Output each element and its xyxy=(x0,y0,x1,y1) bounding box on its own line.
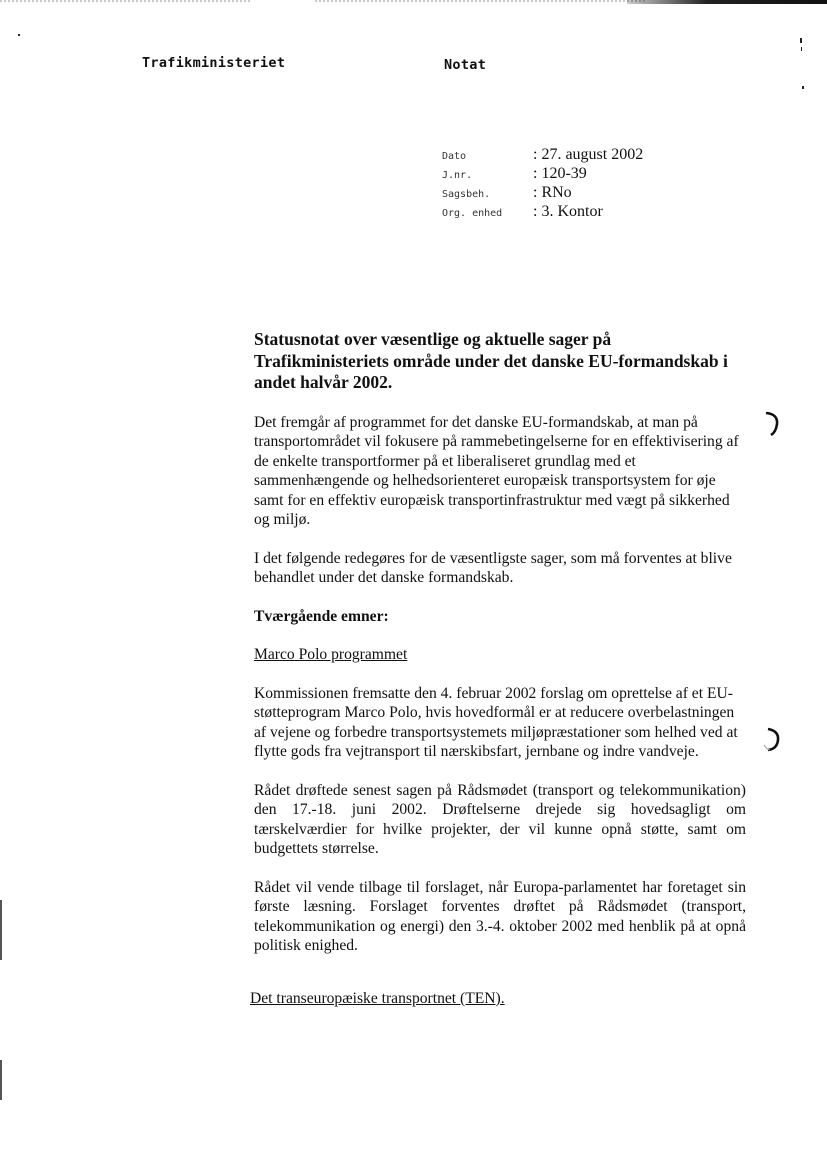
scan-edge-line xyxy=(0,1060,2,1100)
scan-speck xyxy=(802,86,804,89)
marco-polo-paragraph-2: Rådet drøftede senest sagen på Rådsmødet (transport og telekommunikation) den 17.-18. juni 2002. Drøftelserne drejede sig hovedsagligt om tærskelværdier for hvilke projekter, der vil kunne opnå støtte, samt om budgettets størrelse. xyxy=(254,781,746,857)
ministry-name: Trafikministeriet xyxy=(142,55,286,71)
document-title: Statusnotat over væsentlige og aktuelle sager på Trafikministeriets område under det danske EU-formandskab i andet halvår 2002. xyxy=(254,329,728,392)
document-type: Notat xyxy=(444,57,487,73)
meta-label: J.nr. xyxy=(442,170,473,181)
scan-noise-strip xyxy=(0,0,250,2)
meta-row-caseworker xyxy=(442,184,742,203)
meta-row-date xyxy=(442,146,742,165)
marco-polo-paragraph-1: Kommissionen fremsatte den 4. februar 2002 forslag om oprettelse af et EU-støtteprogram Marco Polo, hvis hovedformål er at reducere overbelastningen af vejene og forbedre transportsystemets miljøpræstationer som helhed ved at flytte gods fra vejtransport til nærskibsfart, jernbane og indre vandveje. xyxy=(254,684,738,760)
meta-row-unit xyxy=(442,203,742,222)
meta-value: : RNo xyxy=(533,184,572,201)
meta-value: : 27. august 2002 xyxy=(533,146,644,163)
scan-speck xyxy=(18,34,20,36)
document-body xyxy=(254,329,759,975)
scan-edge-line xyxy=(0,900,2,960)
meta-row-journal xyxy=(442,165,742,184)
meta-value: : 3. Kontor xyxy=(533,203,603,220)
punch-hole-mark xyxy=(762,410,782,438)
meta-label: Org. enhed xyxy=(442,208,503,219)
meta-label: Sagsbeh. xyxy=(442,189,491,200)
section-heading: Tværgående emner: xyxy=(254,607,389,625)
scan-dark-edge xyxy=(627,0,827,4)
scan-top-edge xyxy=(0,0,827,6)
subsection-heading-ten: Det transeuropæiske transportnet (TEN). xyxy=(250,990,505,1007)
scan-speck xyxy=(801,47,802,51)
meta-label: Dato xyxy=(442,151,467,162)
scan-noise-strip xyxy=(315,0,645,2)
scan-speck xyxy=(800,38,802,43)
marco-polo-paragraph-3: Rådet vil vende tilbage til forslaget, når Europa-parlamentet har foretaget sin første læsning. Forslaget forventes drøftet på Rådsmødet (transport, telekommunikation og energi) den 3.-4. oktober 2002 med henblik på at opnå politisk enighed. xyxy=(254,878,746,954)
intro-paragraph: Det fremgår af programmet for det danske EU-formandskab, at man på transportområdet vil fokusere på rammebetingelserne for en effektivisering af de enkelte transportformer på et liberaliseret grundlag med et sammenhængende og helhedsorienteret europæisk transportsystem for øje samt for en effektiv europæisk transportinfrastruktur med vægt på sikkerhed og miljø. xyxy=(254,413,739,528)
document-meta xyxy=(442,146,742,222)
punch-hole-mark xyxy=(762,725,784,755)
meta-value: : 120-39 xyxy=(533,165,587,182)
subsection-heading: Marco Polo programmet xyxy=(254,646,408,663)
intro-paragraph-2: I det følgende redegøres for de væsentligste sager, som må forventes at blive behandlet under det danske formandskab. xyxy=(254,549,732,586)
